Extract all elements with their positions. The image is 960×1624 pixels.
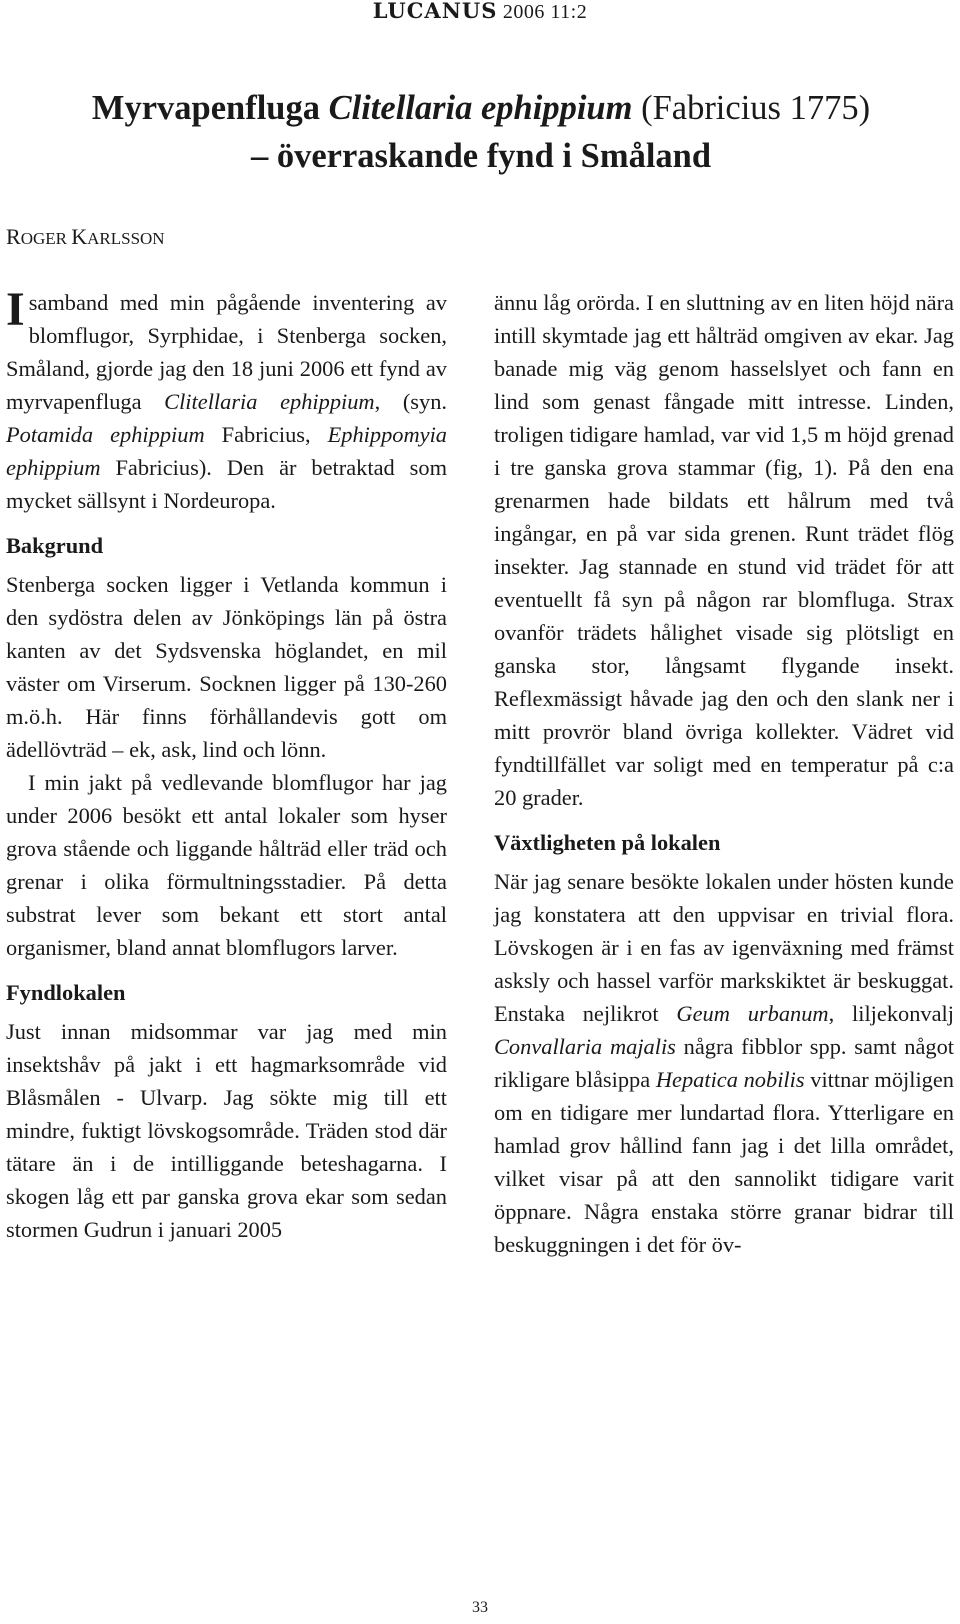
author-initial: K	[71, 224, 88, 249]
section-heading-fyndlokalen: Fyndlokalen	[6, 980, 126, 1005]
section-heading-bakgrund: Bakgrund	[6, 533, 104, 558]
title-authority: (Fabricius 1775)	[632, 89, 871, 127]
intro-paragraph	[6, 283, 447, 517]
author-smallcaps: ARLSSON	[87, 229, 165, 248]
bakgrund-paragraph-2: I min jakt på vedlevande blomflugor har jag under 2006 besökt ett antal lokaler som hyser grova stående och liggande hålträd eller träd och grenar i olika förmultningsstadier. På detta substrat lever som bekant ett stort antal organismer, bland annat blomflugors larver.	[6, 770, 447, 960]
intro-text: , (syn.	[374, 389, 447, 414]
page-number: 33	[472, 1599, 488, 1616]
intro-text: Fabricius). Den är betraktad som mycket sällsynt i Nordeuropa.	[6, 455, 447, 513]
drop-cap: I	[6, 283, 25, 336]
author-name	[6, 224, 165, 250]
title-subtitle: – överraskande fynd i Småland	[250, 137, 712, 175]
body-text: När jag senare besökte lokalen under hösten kunde jag konstatera att den uppvisar en trivial flora. Lövskogen är i en fas av igenväxning med främst asksly och hassel varför markskiktet är beskuggat. Enstaka nejlikrot	[494, 869, 954, 1026]
species-name: Potamida ephippium	[6, 422, 205, 447]
bakgrund-paragraph: Stenberga socken ligger i Vetlanda kommun i den sydöstra delen av Jönköpings län på östra kanten av det Sydsvenska höglandet, en mil väster om Virserum. Socknen ligger på 130-260 m.ö.h. Här finns förhållandevis gott om ädellövträd – ek, ask, lind och lönn.	[6, 572, 447, 762]
section-heading-vaxtlighet: Växtligheten på lokalen	[494, 830, 721, 855]
fyndlokalen-continued: ännu låg orörda. I en sluttning av en liten höjd nära intill skymtade jag ett hålträd omgiven av ekar. Jag banade mig väg genom hasselslyet och fann en lind som genast fångade mitt intresse. Linden, troligen tidigare hamlad, var vid 1,5 m höjd grenad i tre ganska grova stammar (fig, 1). På den ena grenarmen hade bildats ett hålrum med två ingångar, en på var sida grenen. Runt trädet flög insekter. Jag stannade en stund vid trädet för att eventuellt få syn på någon rar blomfluga. Strax ovanför trädets hålighet visade sig plötsligt en ganska stor, långsamt flygande insekt. Reflexmässigt håvade jag den och den slank ner i mitt provrör bland övriga kollekter. Vädret vid fyndtillfället var soligt med en temperatur på c:a 20 grader.	[494, 290, 954, 810]
left-column	[6, 283, 447, 1246]
right-column	[494, 286, 954, 1261]
journal-name: LUCANUS	[372, 0, 498, 23]
title-species: Clitellaria ephippium	[328, 89, 633, 127]
species-name: Clitellaria ephippium	[164, 389, 375, 414]
journal-issue: 2006 11:2	[502, 1, 588, 23]
intro-text: samband med min pågående inventering av blomflugor, Syrphidae, i Stenberga socken, Småland, gjorde jag den 18 juni 2006 ett fynd av myrvapenfluga	[6, 290, 447, 414]
vaxtlighet-paragraph	[494, 865, 954, 1261]
author-initial: R	[6, 224, 21, 249]
running-header	[0, 0, 960, 23]
title-text: Myrvapenfluga	[91, 89, 329, 127]
article-title	[6, 84, 956, 180]
body-text: några fibblor spp. samt något rikligare blåsippa	[494, 1034, 954, 1092]
author-smallcaps: OGER	[20, 229, 72, 248]
body-text: vittnar möjligen om en tidigare mer lundartad flora. Ytterligare en hamlad grov hållind fann jag i det lilla området, vilket visar på att den sannolikt tidigare varit öppnare. Några enstaka större granar bidrar till beskuggningen i det för öv-	[494, 1067, 955, 1257]
species-name: Ephippomyia ephippium	[6, 422, 447, 480]
intro-text: Fabricius,	[204, 422, 328, 447]
species-name: Hepatica nobilis	[655, 1067, 805, 1092]
species-name: Geum urbanum	[676, 1001, 829, 1026]
fyndlokalen-paragraph: Just innan midsommar var jag med min insektshåv på jakt i ett hagmarksområde vid Blåsmålen - Ulvarp. Jag sökte mig till ett mindre, fuktigt lövskogsområde. Träden stod där tätare än i de intilliggande beteshagarna. I skogen låg ett par ganska grova ekar som sedan stormen Gudrun i januari 2005	[6, 1019, 447, 1242]
species-name: Convallaria majalis	[494, 1034, 676, 1059]
body-text: , liljekonvalj	[828, 1001, 954, 1026]
